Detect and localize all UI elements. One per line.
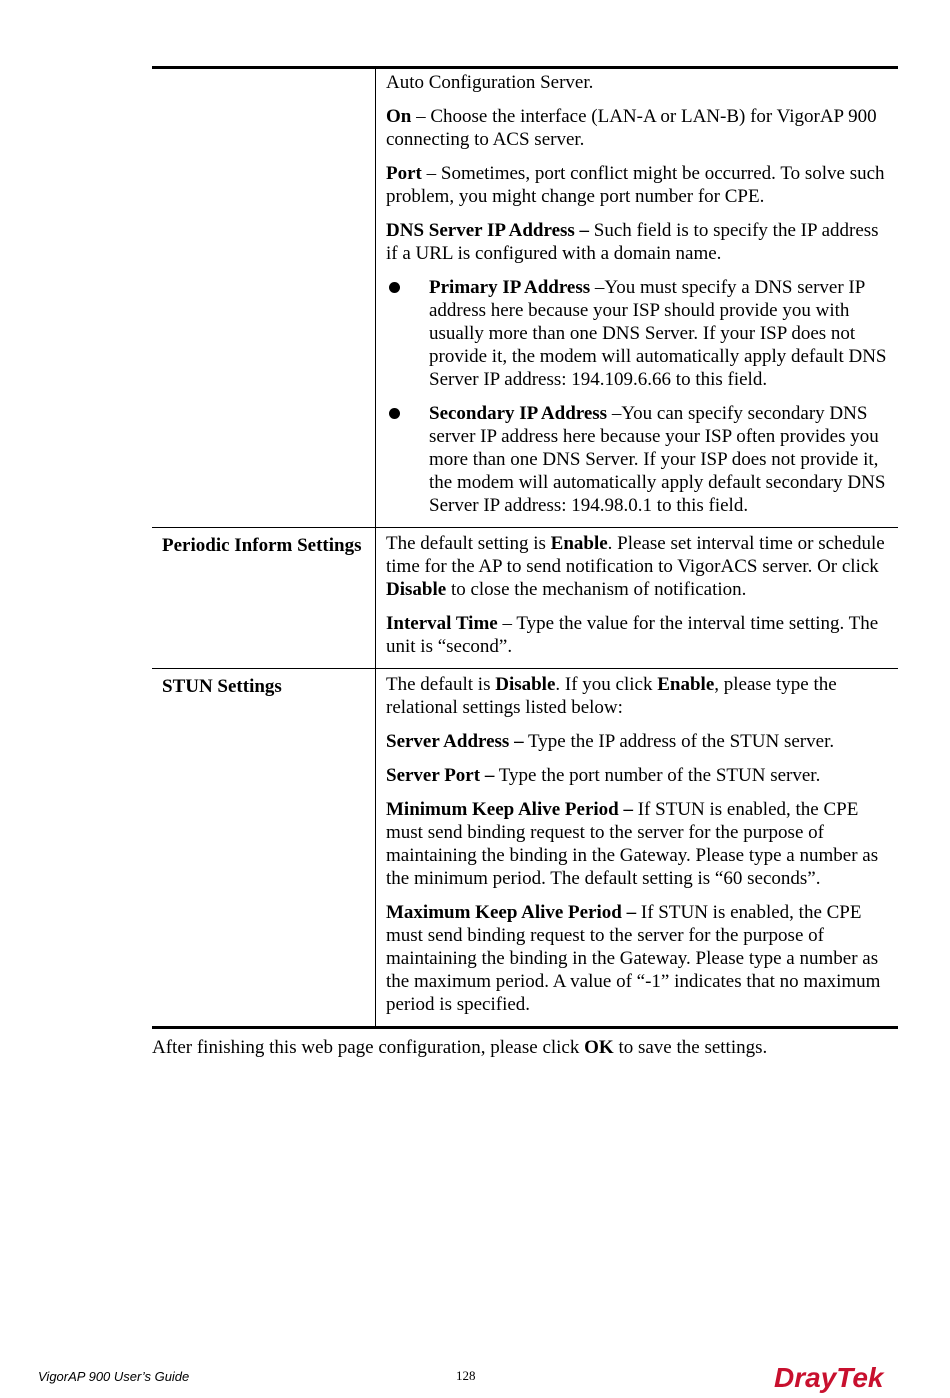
secondary-ip-term: Secondary IP Address — [429, 403, 608, 424]
table-row — [152, 68, 898, 528]
paragraph-server-port — [386, 764, 890, 787]
acs-intro-text: Auto Configuration Server. — [386, 72, 594, 93]
row-description — [376, 68, 899, 528]
row-label-periodic-inform: Periodic Inform Settings — [152, 528, 376, 669]
row-label-stun: STUN Settings — [152, 669, 376, 1028]
bullet-dot-icon — [389, 282, 400, 293]
server-port-term: Server Port – — [386, 765, 495, 786]
paragraph-dns — [386, 219, 890, 265]
paragraph-server-address — [386, 730, 890, 753]
draytek-logo — [772, 1358, 900, 1394]
logo-wordmark: DrayTek — [774, 1362, 884, 1393]
list-item-secondary-ip — [386, 402, 890, 517]
server-port-text: Type the port number of the STUN server. — [494, 765, 821, 786]
row-description — [376, 528, 899, 669]
closing-paragraph — [152, 1036, 767, 1059]
interval-time-text: – Type the value for the interval time setting. The unit is “second”. — [386, 613, 879, 657]
primary-ip-text: –You must specify a DNS server IP address here because your ISP should provide you with usually more than one DNS Server. If your ISP does not provide it, the modem will automatically apply default DNS Server IP address: 194.109.6.66 to this field. — [429, 277, 887, 390]
footer-guide-title: VigorAP 900 User’s Guide — [38, 1369, 190, 1384]
enable-term: Enable — [550, 533, 608, 554]
primary-ip-term: Primary IP Address — [429, 277, 591, 298]
closing-text-end: to save the settings. — [613, 1037, 768, 1058]
max-keep-alive-text: If STUN is enabled, the CPE must send binding request to the server for the purpose of maintaining the binding in the Gateway. Please type a number as the maximum period. A value of “-1” indicates that no maximum period is specified. — [386, 902, 881, 1015]
dns-text: Such field is to specify the IP address if a URL is configured with a domain name. — [386, 220, 879, 264]
min-keep-alive-term: Minimum Keep Alive Period – — [386, 799, 633, 820]
server-address-text: Type the IP address of the STUN server. — [523, 731, 835, 752]
on-term: On — [386, 106, 412, 127]
max-keep-alive-term: Maximum Keep Alive Period – — [386, 902, 637, 923]
text-span: , please type the relational settings listed below: — [386, 674, 837, 718]
server-address-term: Server Address – — [386, 731, 524, 752]
disable-term: Disable — [495, 674, 556, 695]
bullet-dot-icon — [389, 408, 400, 419]
paragraph-stun-default — [386, 673, 890, 719]
interval-time-term: Interval Time — [386, 613, 498, 634]
list-item-primary-ip — [386, 276, 890, 391]
enable-term: Enable — [657, 674, 715, 695]
port-term: Port — [386, 163, 422, 184]
dns-bullet-list — [386, 276, 890, 517]
on-text: – Choose the interface (LAN-A or LAN-B) for VigorAP 900 connecting to ACS server. — [386, 106, 877, 150]
paragraph-port — [386, 162, 890, 208]
paragraph-periodic-default — [386, 532, 890, 601]
secondary-ip-text: –You can specify secondary DNS server IP address here because your ISP often provides you more than one DNS Server. If your ISP does not provide it, the modem will automatically apply default secondary DNS Server IP address: 194.98.0.1 to this field. — [429, 403, 886, 516]
paragraph-acs-intro — [386, 71, 890, 94]
text-span: . Please set interval time or schedule time for the AP to send notification to VigorACS server. Or click — [386, 533, 885, 577]
paragraph-max-keep-alive — [386, 901, 890, 1016]
row-label-empty — [152, 68, 376, 528]
table-row — [152, 528, 898, 669]
paragraph-interval-time — [386, 612, 890, 658]
row-description — [376, 669, 899, 1028]
text-span: . If you click — [555, 674, 658, 695]
paragraph-min-keep-alive — [386, 798, 890, 890]
closing-text: After finishing this web page configuration, please click — [152, 1037, 585, 1058]
settings-table — [152, 66, 898, 1029]
dns-term: DNS Server IP Address – — [386, 220, 590, 241]
min-keep-alive-text: If STUN is enabled, the CPE must send binding request to the server for the purpose of maintaining the binding in the Gateway. Please type a number as the minimum period. The default setting is “60 seconds”. — [386, 799, 879, 889]
ok-term: OK — [584, 1037, 614, 1058]
text-span: The default setting is — [386, 533, 551, 554]
text-span: to close the mechanism of notification. — [446, 579, 747, 600]
port-text: – Sometimes, port conflict might be occurred. To solve such problem, you might change port number for CPE. — [386, 163, 885, 207]
paragraph-on — [386, 105, 890, 151]
table-row — [152, 669, 898, 1028]
page-number: 128 — [456, 1368, 476, 1383]
disable-term: Disable — [386, 579, 447, 600]
text-span: The default is — [386, 674, 496, 695]
